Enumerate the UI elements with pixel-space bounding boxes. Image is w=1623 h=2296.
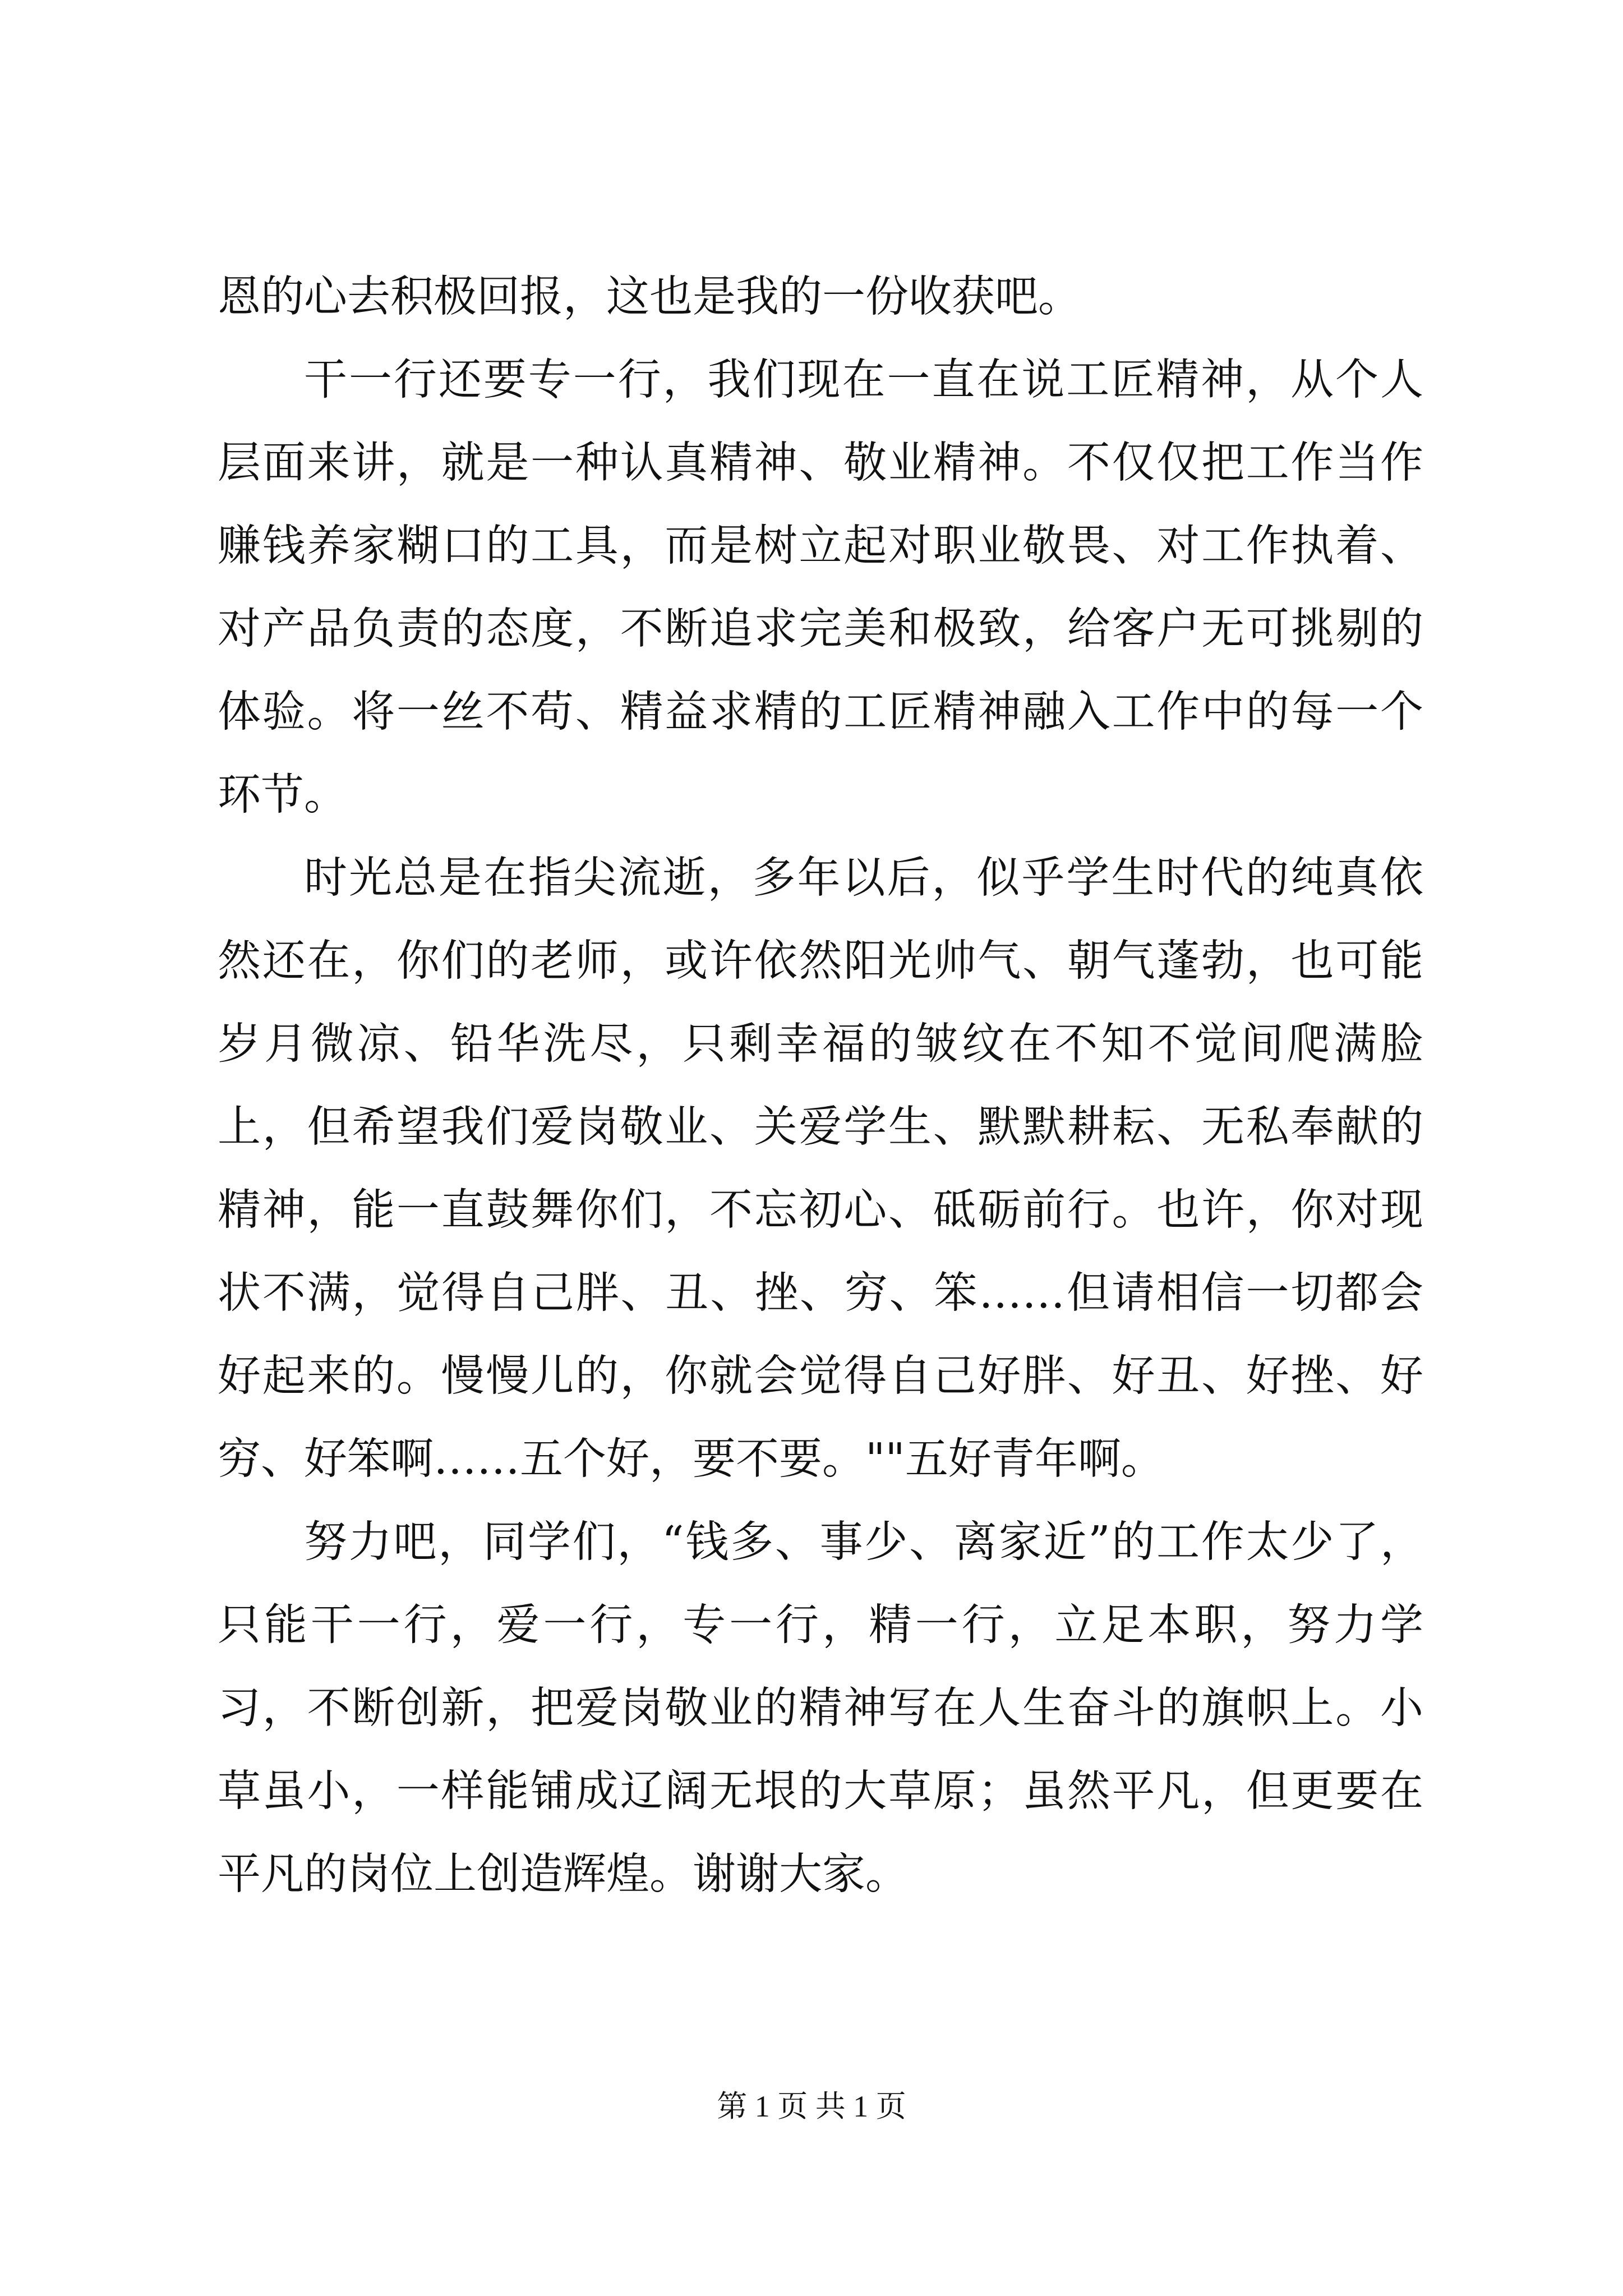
page-footer [0,2087,1623,2126]
paragraph-closing: 努力吧，同学们，“钱多、事少、离家近”的工作太少了，只能干一行，爱一行，专一行，精一行，立足本职，努力学习，不断创新，把爱岗敬业的精神写在人生奋斗的旗帜上。小草虽小，一样能铺成辽阔无垠的大草原；虽然平凡，但更要在平凡的岗位上创造辉煌。谢谢大家。 [218,1517,1423,1899]
document-body [218,256,1423,1916]
page-number-label: 第 1 页 共 1 页 [717,2090,906,2123]
paragraph-craftsman-spirit: 干一行还要专一行，我们现在一直在说工匠精神，从个人层面来讲，就是一种认真精神、敬业精神。不仅仅把工作当作赚钱养家糊口的工具，而是树立起对职业敬畏、对工作执着、对产品负责的态度，不断追求完美和极致，给客户无可挑剔的体验。将一丝不苟、精益求精的工匠精神融入工作中的每一个环节。 [218,355,1423,820]
paragraph-continuation: 恩的心去积极回报，这也是我的一份收获吧。 [218,272,1081,322]
paragraph-time-passes: 时光总是在指尖流逝，多年以后，似乎学生时代的纯真依然还在，你们的老师，或许依然阳光帅气、朝气蓬勃，也可能岁月微凉、铅华洗尽，只剩幸福的皱纹在不知不觉间爬满脸上，但希望我们爱岗敬业、关爱学生、默默耕耘、无私奉献的精神，能一直鼓舞你们，不忘初心、砥砺前行。也许，你对现状不满，觉得自己胖、丑、挫、穷、笨……但请相信一切都会好起来的。慢慢儿的，你就会觉得自己好胖、好丑、好挫、好穷、好笨啊……五个好，要不要。""五好青年啊。 [218,853,1423,1484]
